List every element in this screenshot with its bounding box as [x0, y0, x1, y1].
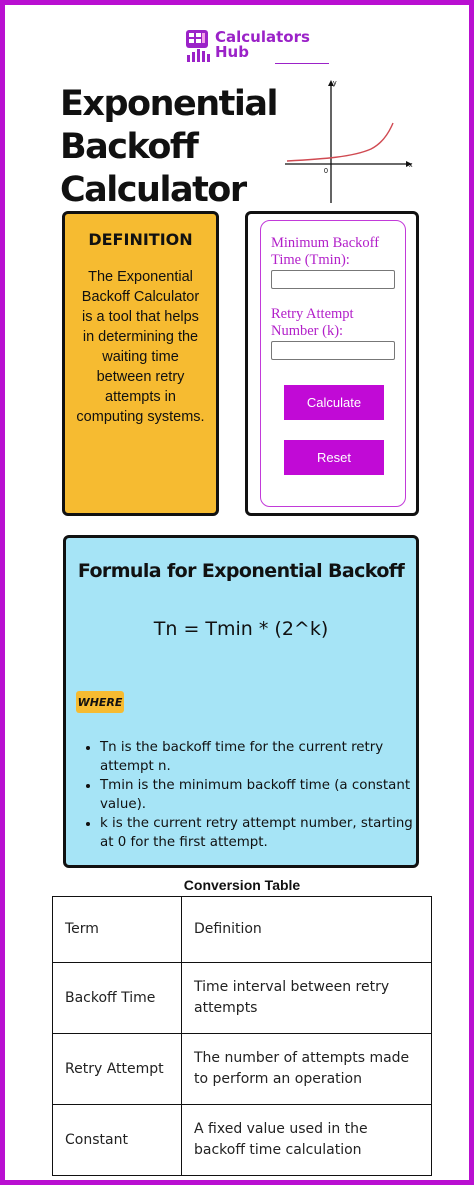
table-row	[53, 1034, 432, 1105]
conversion-table	[52, 896, 432, 1176]
logo-line2: Hub	[215, 43, 249, 61]
graph-x-label: x	[409, 162, 413, 169]
table-row	[53, 897, 432, 963]
list-item: • Tmin is the minimum backoff time (a constant value).	[100, 776, 420, 814]
table-row	[53, 1105, 432, 1176]
formula-equation: Tn = Tmin * (2^k)	[153, 618, 329, 640]
table-cell: Term	[53, 897, 182, 963]
title-line3: Calculator	[60, 170, 246, 210]
calculator-chart-icon	[185, 29, 211, 63]
list-item: • Tn is the backoff time for the current retry attempt n.	[100, 738, 420, 776]
calculate-button[interactable]: Calculate	[284, 385, 384, 420]
table-cell: Definition	[182, 897, 432, 963]
where-badge: WHERE	[76, 691, 124, 713]
definition-card	[62, 211, 219, 516]
table-cell: Retry Attempt	[53, 1034, 182, 1105]
graph-origin-label: 0	[324, 168, 328, 175]
definition-text: The Exponential Backoff Calculator is a tool that helps in determining the waiting time between retry attempts in computing systems.	[76, 269, 205, 425]
exponential-graph-icon	[283, 79, 417, 207]
table-title: Conversion Table	[183, 877, 301, 893]
formula-heading: Formula for Exponential Backoff	[77, 560, 405, 582]
table-cell: Backoff Time	[53, 963, 182, 1034]
graph-y-label: y	[333, 80, 337, 87]
table-cell: Constant	[53, 1105, 182, 1176]
page-title	[60, 83, 290, 212]
list-item: • k is the current retry attempt number, starting at 0 for the first attempt.	[100, 814, 420, 852]
k-input[interactable]	[271, 341, 395, 360]
title-line2: Backoff	[60, 127, 198, 167]
where-list	[86, 738, 420, 852]
calculators-hub-logo[interactable]	[185, 29, 325, 65]
table-cell: A fixed value used in the backoff time calculation	[182, 1105, 432, 1176]
k-label: Retry Attempt Number (k):	[271, 306, 354, 339]
formula-card	[63, 535, 419, 868]
definition-heading: DEFINITION	[88, 230, 193, 249]
title-line1: Exponential	[60, 84, 277, 124]
table-cell: The number of attempts made to perform an operation	[182, 1034, 432, 1105]
table-cell: Time interval between retry attempts	[182, 963, 432, 1034]
table-row	[53, 963, 432, 1034]
reset-button[interactable]: Reset	[284, 440, 384, 475]
logo-underline	[275, 63, 329, 64]
calculator-form	[260, 220, 406, 507]
calculator-card	[245, 211, 419, 516]
logo-line1: Calculators	[215, 28, 310, 46]
tmin-input[interactable]	[271, 270, 395, 289]
tmin-label: Minimum Backoff Time (Tmin):	[271, 235, 380, 268]
